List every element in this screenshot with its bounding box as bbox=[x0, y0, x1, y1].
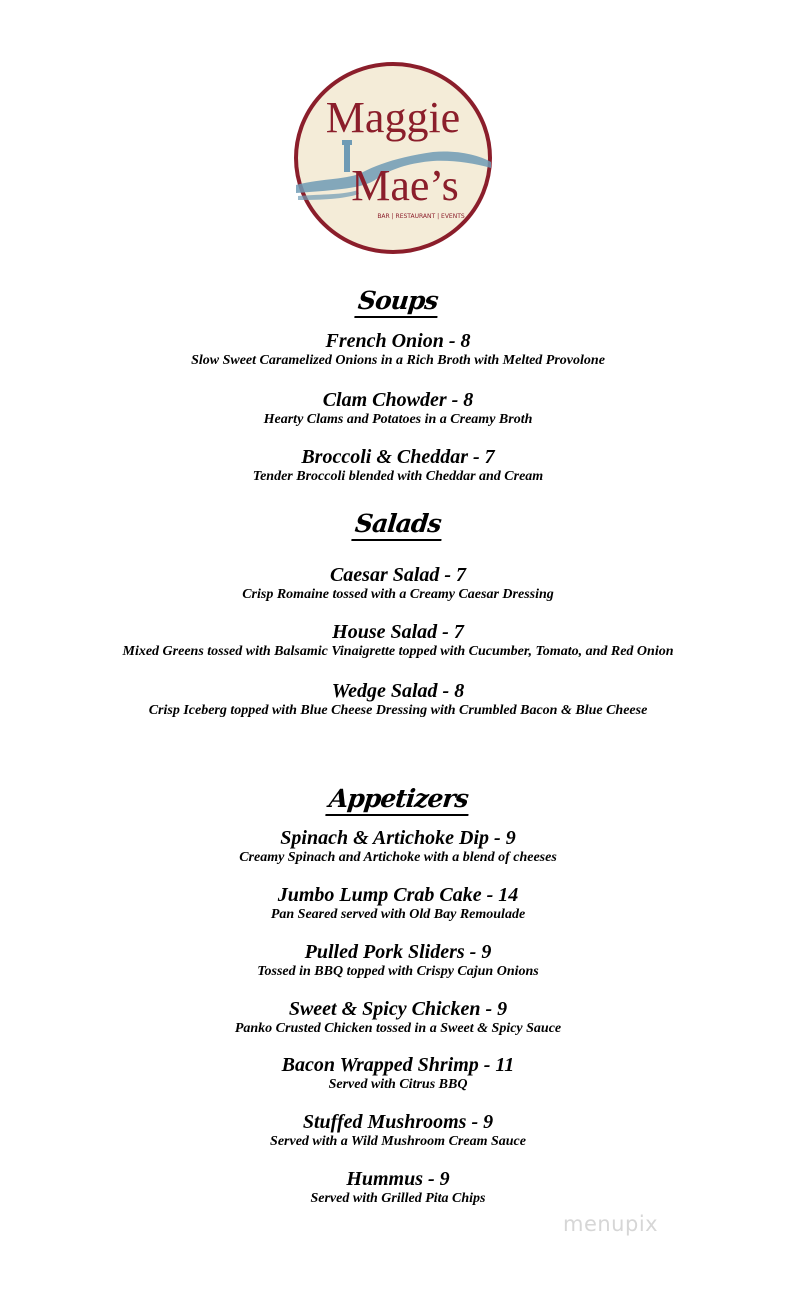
item-description: Panko Crusted Chicken tossed in a Sweet & Spicy Sauce bbox=[234, 1021, 562, 1036]
menu-item bbox=[0, 621, 796, 661]
item-name: Caesar Salad - 7 bbox=[329, 564, 467, 586]
item-description: Crisp Romaine tossed with a Creamy Caesar Dressing bbox=[242, 587, 554, 602]
item-description: Mixed Greens tossed with Balsamic Vinaigrette topped with Cucumber, Tomato, and Red Onion bbox=[122, 644, 674, 659]
menu-item bbox=[0, 884, 796, 924]
item-name: Sweet & Spicy Chicken - 9 bbox=[288, 998, 508, 1020]
menu-item bbox=[0, 680, 796, 720]
menu-item bbox=[0, 998, 796, 1038]
item-name: Wedge Salad - 8 bbox=[331, 680, 465, 702]
menu-item bbox=[0, 446, 796, 486]
item-name: Bacon Wrapped Shrimp - 11 bbox=[281, 1054, 515, 1076]
menupix-watermark: menupix bbox=[563, 1212, 659, 1236]
item-name: House Salad - 7 bbox=[332, 621, 464, 643]
item-name: Pulled Pork Sliders - 9 bbox=[304, 941, 492, 963]
item-name: Clam Chowder - 8 bbox=[322, 389, 474, 411]
item-description: Served with Grilled Pita Chips bbox=[310, 1191, 486, 1206]
section-title-appetizers: Appetizers bbox=[0, 784, 796, 816]
item-description: Served with Citrus BBQ bbox=[328, 1077, 468, 1092]
section-title-salads: Salads bbox=[0, 509, 796, 541]
menu-item bbox=[0, 330, 796, 370]
item-name: Broccoli & Cheddar - 7 bbox=[301, 446, 495, 468]
menu-item bbox=[0, 941, 796, 981]
item-name: Stuffed Mushrooms - 9 bbox=[302, 1111, 494, 1133]
logo-line2: Mae’s bbox=[351, 161, 459, 210]
item-description: Creamy Spinach and Artichoke with a blend of cheeses bbox=[239, 850, 557, 865]
item-description: Tossed in BBQ topped with Crispy Cajun Onions bbox=[257, 964, 539, 979]
item-name: Jumbo Lump Crab Cake - 14 bbox=[277, 884, 519, 906]
item-description: Hearty Clams and Potatoes in a Creamy Broth bbox=[263, 412, 533, 427]
item-description: Crisp Iceberg topped with Blue Cheese Dressing with Crumbled Bacon & Blue Cheese bbox=[148, 703, 648, 718]
menu-item bbox=[0, 1168, 796, 1208]
menu-item bbox=[0, 827, 796, 867]
item-name: French Onion - 8 bbox=[325, 330, 471, 352]
menu-item bbox=[0, 1111, 796, 1151]
logo-line1: Maggie bbox=[325, 93, 461, 142]
maggie-maes-logo bbox=[293, 60, 493, 256]
logo-tagline: BAR | RESTAURANT | EVENTS bbox=[377, 213, 465, 220]
item-description: Served with a Wild Mushroom Cream Sauce bbox=[270, 1134, 526, 1149]
section-title-soups: Soups bbox=[0, 286, 796, 318]
item-name: Spinach & Artichoke Dip - 9 bbox=[280, 827, 516, 849]
item-description: Tender Broccoli blended with Cheddar and Cream bbox=[252, 469, 544, 484]
item-description: Slow Sweet Caramelized Onions in a Rich Broth with Melted Provolone bbox=[191, 353, 605, 368]
item-description: Pan Seared served with Old Bay Remoulade bbox=[270, 907, 526, 922]
menu-item bbox=[0, 389, 796, 429]
item-name: Hummus - 9 bbox=[346, 1168, 450, 1190]
menu-item bbox=[0, 564, 796, 604]
menu-item bbox=[0, 1054, 796, 1094]
